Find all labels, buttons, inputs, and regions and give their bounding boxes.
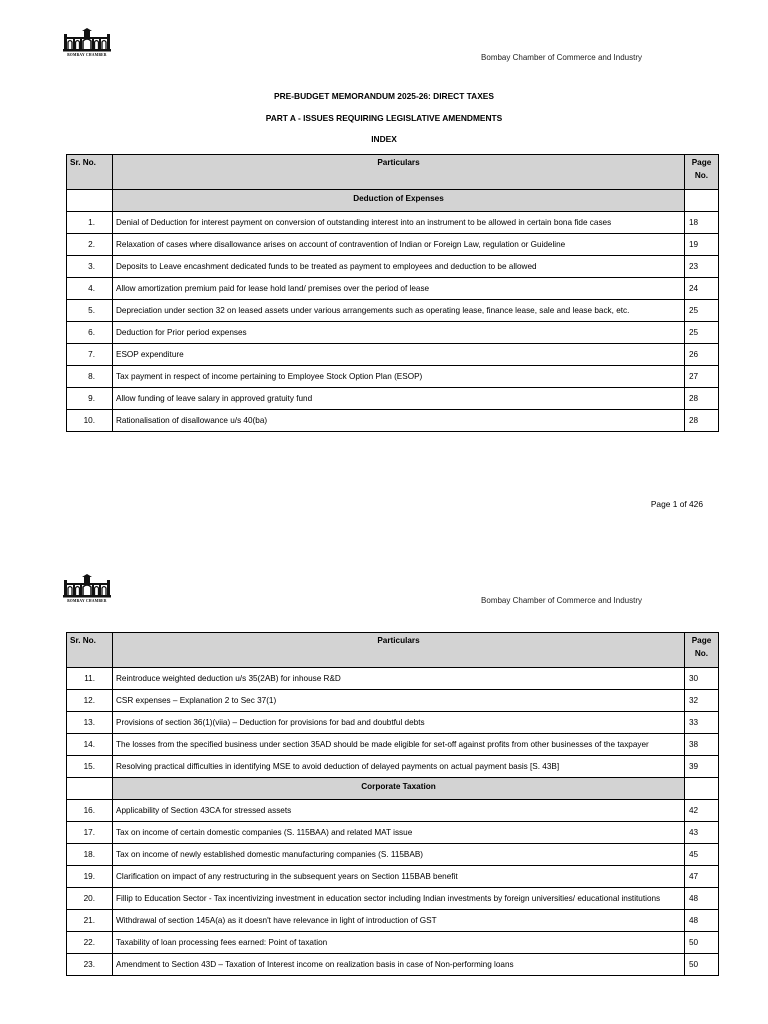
section-header-row bbox=[67, 778, 719, 800]
header-page-no bbox=[685, 155, 719, 190]
table-row bbox=[67, 822, 719, 844]
table-row bbox=[67, 800, 719, 822]
row-sr-no: 10. bbox=[67, 410, 113, 432]
row-particulars: Deduction for Prior period expenses bbox=[113, 322, 685, 344]
table-row bbox=[67, 256, 719, 278]
header-page-line1: Page bbox=[691, 636, 712, 645]
row-particulars: Deposits to Leave encashment dedicated funds to be treated as payment to employees and deduction to be allowed bbox=[113, 256, 685, 278]
row-page-no: 43 bbox=[685, 822, 719, 844]
header-sr-no: Sr. No. bbox=[67, 155, 113, 190]
row-page-no: 19 bbox=[685, 234, 719, 256]
logo-graphic bbox=[62, 574, 112, 598]
header-sr-no: Sr. No. bbox=[67, 633, 113, 668]
row-page-no: 24 bbox=[685, 278, 719, 300]
header-particulars: Particulars bbox=[113, 633, 685, 668]
row-sr-no: 2. bbox=[67, 234, 113, 256]
table-row bbox=[67, 366, 719, 388]
row-sr-no: 20. bbox=[67, 888, 113, 910]
row-page-no: 33 bbox=[685, 712, 719, 734]
row-sr-no: 18. bbox=[67, 844, 113, 866]
row-particulars: Denial of Deduction for interest payment on conversion of outstanding interest into an instrument to be allowed in certain bona fide cases bbox=[113, 212, 685, 234]
table-header-row bbox=[67, 633, 719, 668]
row-page-no: 27 bbox=[685, 366, 719, 388]
row-page-no: 38 bbox=[685, 734, 719, 756]
index-heading: INDEX bbox=[371, 134, 397, 144]
row-particulars: Reintroduce weighted deduction u/s 35(2AB) for inhouse R&D bbox=[113, 668, 685, 690]
table-row bbox=[67, 388, 719, 410]
row-page-no: 42 bbox=[685, 800, 719, 822]
row-page-no: 50 bbox=[685, 932, 719, 954]
row-sr-no: 16. bbox=[67, 800, 113, 822]
table-row bbox=[67, 212, 719, 234]
table-row bbox=[67, 322, 719, 344]
row-page-no: 25 bbox=[685, 322, 719, 344]
section-title: Deduction of Expenses bbox=[113, 190, 685, 212]
row-page-no: 48 bbox=[685, 888, 719, 910]
row-sr-no: 4. bbox=[67, 278, 113, 300]
row-sr-no: 1. bbox=[67, 212, 113, 234]
row-page-no: 23 bbox=[685, 256, 719, 278]
row-particulars: Clarification on impact of any restructuring in the subsequent years on Section 115BAB benefit bbox=[113, 866, 685, 888]
row-particulars: Withdrawal of section 145A(a) as it doesn't have relevance in light of introduction of GST bbox=[113, 910, 685, 932]
bombay-chamber-logo bbox=[62, 28, 112, 60]
row-page-no: 32 bbox=[685, 690, 719, 712]
organization-name: Bombay Chamber of Commerce and Industry bbox=[481, 53, 642, 62]
row-sr-no: 14. bbox=[67, 734, 113, 756]
row-page-no: 39 bbox=[685, 756, 719, 778]
row-particulars: Amendment to Section 43D – Taxation of Interest income on realization basis in case of Non-performing loans bbox=[113, 954, 685, 976]
logo-graphic bbox=[62, 28, 112, 52]
page-number-footer: Page 1 of 426 bbox=[650, 499, 703, 509]
row-sr-no: 17. bbox=[67, 822, 113, 844]
row-sr-no: 23. bbox=[67, 954, 113, 976]
row-particulars: Resolving practical difficulties in identifying MSE to avoid deduction of delayed payments on actual payment basis [S. 43B] bbox=[113, 756, 685, 778]
row-page-no: 50 bbox=[685, 954, 719, 976]
row-particulars: Depreciation under section 32 on leased assets under various arrangements such as operating lease, finance lease, sale and lease back, etc. bbox=[113, 300, 685, 322]
row-page-no: 18 bbox=[685, 212, 719, 234]
table-row bbox=[67, 734, 719, 756]
row-particulars: Fillip to Education Sector - Tax incentivizing investment in education sector including Indian investments by foreign universities/ educational institutions bbox=[113, 888, 685, 910]
logo-caption: BOMBAY CHAMBER bbox=[67, 53, 107, 57]
row-sr-no: 5. bbox=[67, 300, 113, 322]
row-sr-no: 8. bbox=[67, 366, 113, 388]
table-header-row bbox=[67, 155, 719, 190]
row-page-no: 28 bbox=[685, 410, 719, 432]
table-body bbox=[67, 190, 719, 432]
header-page-line1: Page bbox=[691, 158, 712, 167]
section-empty-cell bbox=[67, 778, 113, 800]
header-particulars: Particulars bbox=[113, 155, 685, 190]
row-page-no: 28 bbox=[685, 388, 719, 410]
row-particulars: ESOP expenditure bbox=[113, 344, 685, 366]
table-row bbox=[67, 756, 719, 778]
table-row bbox=[67, 300, 719, 322]
row-page-no: 48 bbox=[685, 910, 719, 932]
table-row bbox=[67, 932, 719, 954]
row-particulars: Provisions of section 36(1)(viia) – Deduction for provisions for bad and doubtful debts bbox=[113, 712, 685, 734]
table-row bbox=[67, 844, 719, 866]
row-page-no: 30 bbox=[685, 668, 719, 690]
row-particulars: Allow funding of leave salary in approved gratuity fund bbox=[113, 388, 685, 410]
row-sr-no: 15. bbox=[67, 756, 113, 778]
document-part-title: PART A - ISSUES REQUIRING LEGISLATIVE AMENDMENTS bbox=[265, 113, 503, 123]
document-page-2 bbox=[0, 540, 768, 1024]
header-page-line2: No. bbox=[694, 171, 709, 180]
chamber-building-icon bbox=[62, 574, 112, 598]
row-sr-no: 11. bbox=[67, 668, 113, 690]
row-sr-no: 19. bbox=[67, 866, 113, 888]
row-particulars: The losses from the specified business under section 35AD should be made eligible for set-off against profits from other businesses of the taxpayer bbox=[113, 734, 685, 756]
row-page-no: 47 bbox=[685, 866, 719, 888]
row-particulars: Tax on income of certain domestic companies (S. 115BAA) and related MAT issue bbox=[113, 822, 685, 844]
header-page-no bbox=[685, 633, 719, 668]
table-row bbox=[67, 690, 719, 712]
index-table-page-2 bbox=[66, 632, 719, 976]
row-page-no: 26 bbox=[685, 344, 719, 366]
section-header-row bbox=[67, 190, 719, 212]
row-particulars: Relaxation of cases where disallowance arises on account of contravention of Indian or Foreign Law, regulation or Guideline bbox=[113, 234, 685, 256]
row-particulars: Applicability of Section 43CA for stressed assets bbox=[113, 800, 685, 822]
row-sr-no: 21. bbox=[67, 910, 113, 932]
row-sr-no: 7. bbox=[67, 344, 113, 366]
table-row bbox=[67, 910, 719, 932]
row-sr-no: 12. bbox=[67, 690, 113, 712]
row-particulars: Tax on income of newly established domestic manufacturing companies (S. 115BAB) bbox=[113, 844, 685, 866]
bombay-chamber-logo bbox=[62, 574, 112, 606]
table-row bbox=[67, 954, 719, 976]
section-title: Corporate Taxation bbox=[113, 778, 685, 800]
header-page-line2: No. bbox=[694, 649, 709, 658]
row-sr-no: 6. bbox=[67, 322, 113, 344]
row-particulars: Allow amortization premium paid for lease hold land/ premises over the period of lease bbox=[113, 278, 685, 300]
table-row bbox=[67, 344, 719, 366]
section-empty-cell bbox=[685, 778, 719, 800]
index-table-page-1 bbox=[66, 154, 719, 432]
section-empty-cell bbox=[67, 190, 113, 212]
row-particulars: Tax payment in respect of income pertaining to Employee Stock Option Plan (ESOP) bbox=[113, 366, 685, 388]
row-sr-no: 9. bbox=[67, 388, 113, 410]
row-page-no: 25 bbox=[685, 300, 719, 322]
row-sr-no: 3. bbox=[67, 256, 113, 278]
organization-name: Bombay Chamber of Commerce and Industry bbox=[481, 596, 642, 605]
row-particulars: CSR expenses – Explanation 2 to Sec 37(1) bbox=[113, 690, 685, 712]
table-row bbox=[67, 888, 719, 910]
row-particulars: Taxability of loan processing fees earned: Point of taxation bbox=[113, 932, 685, 954]
section-empty-cell bbox=[685, 190, 719, 212]
table-row bbox=[67, 866, 719, 888]
document-title: PRE-BUDGET MEMORANDUM 2025-26: DIRECT TAXES bbox=[274, 91, 494, 101]
table-row bbox=[67, 234, 719, 256]
row-sr-no: 22. bbox=[67, 932, 113, 954]
logo-caption: BOMBAY CHAMBER bbox=[67, 599, 107, 603]
table-row bbox=[67, 712, 719, 734]
table-body bbox=[67, 668, 719, 976]
table-row bbox=[67, 668, 719, 690]
table-row bbox=[67, 278, 719, 300]
chamber-building-icon bbox=[62, 28, 112, 52]
row-sr-no: 13. bbox=[67, 712, 113, 734]
table-row bbox=[67, 410, 719, 432]
row-page-no: 45 bbox=[685, 844, 719, 866]
row-particulars: Rationalisation of disallowance u/s 40(ba) bbox=[113, 410, 685, 432]
